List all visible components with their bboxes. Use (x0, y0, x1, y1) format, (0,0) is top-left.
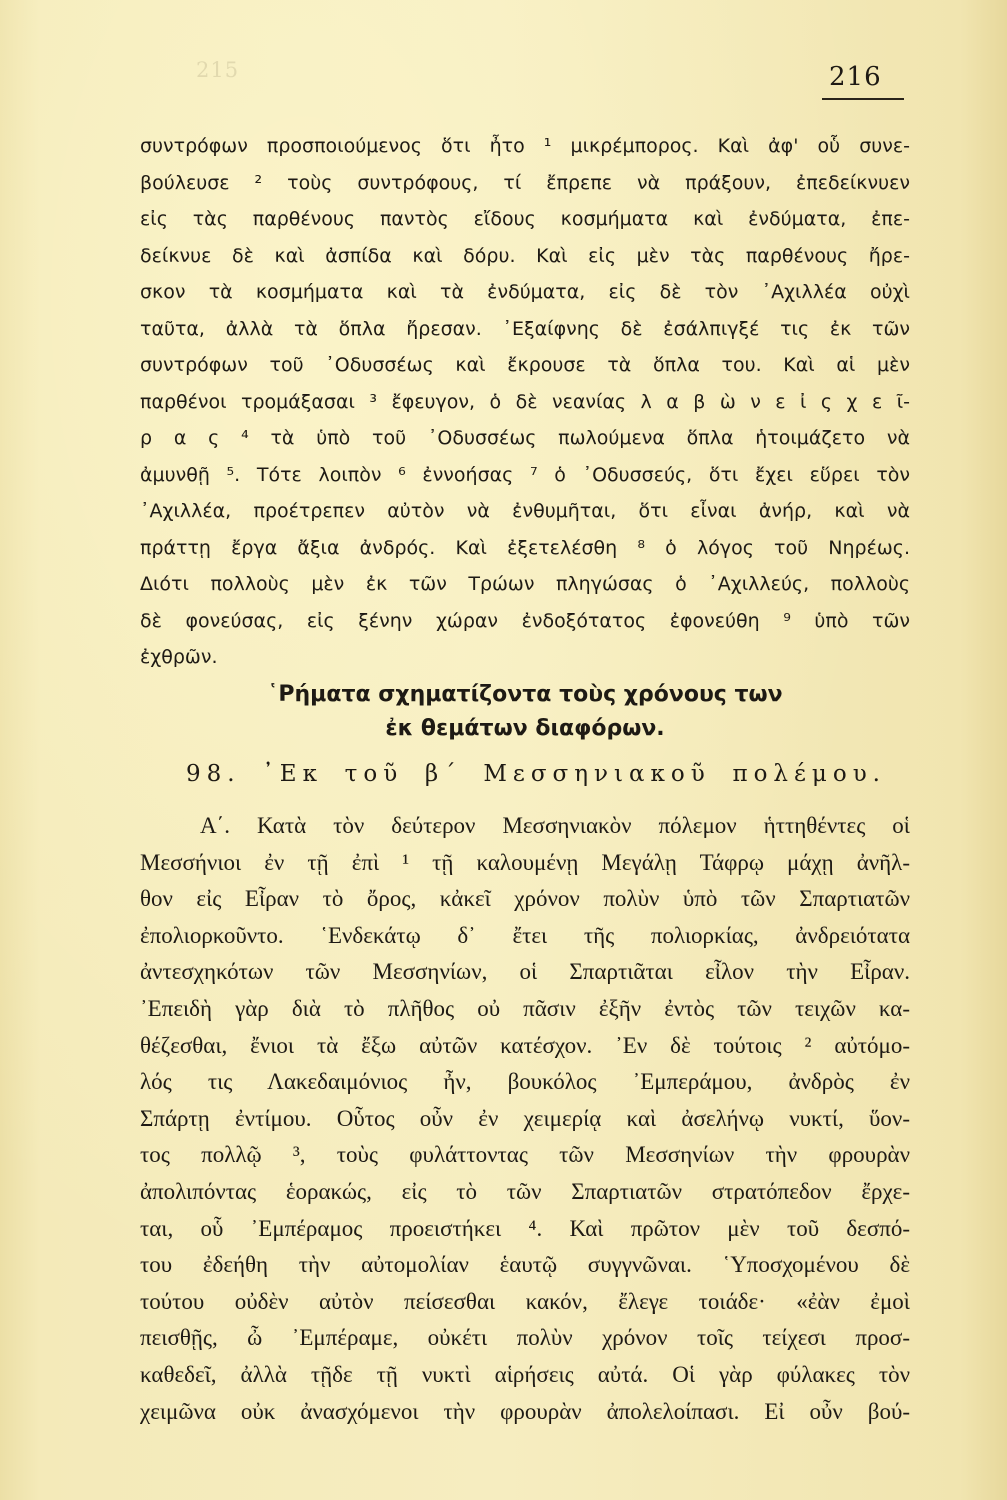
text-line: ἐχθρῶν. (140, 646, 218, 668)
text-line: συντρόφων προσποιούμενος ὅτι ἦτο ¹ μικρέμπορος. Καὶ ἀφ' οὗ συνε- (140, 135, 910, 157)
text-line: θέζεσθαι, ἔνιοι τὰ ἔξω αὐτῶν κατέσχον. ᾿Εν δὲ τούτοις ² αὐτόμο- (140, 1032, 910, 1058)
text-line: δείκνυε δὲ καὶ ἀσπίδα καὶ δόρυ. Καὶ εἰς μὲν τὰς παρθένους ἤρε- (140, 244, 910, 267)
text-line: ται, οὗ ᾿Εμπέραμος προειστήκει ⁴. Καὶ πρῶτον μὲν τοῦ δεσπό- (140, 1215, 910, 1241)
text-line: καθεδεῖ, ἀλλὰ τῇδε τῇ νυκτὶ αἱρήσεις αὐτά. Οἱ γὰρ φύλακες τὸν (140, 1361, 910, 1387)
text-line: λός τις Λακεδαιμόνιος ἦν, βουκόλος ᾿Εμπεράμου, ἀνδρὸς ἐν (140, 1069, 910, 1095)
section-heading (140, 678, 910, 746)
text-line: σκον τὰ κοσμήματα καὶ τὰ ἐνδύματα, εἰς δὲ τὸν ᾿Αχιλλέα οὐχὶ (140, 281, 910, 303)
text-line: ἐπολιορκοῦντο. ῾Ενδεκάτῳ δ᾿ ἔτει τῆς πολιορκίας, ἀνδρειότατα (140, 922, 910, 948)
text-line: ρ α ς ⁴ τὰ ὑπὸ τοῦ ᾿Οδυσσέως πωλούμενα ὅπλα ἡτοιμάζετο νὰ (140, 427, 910, 449)
text-line: ἀπολιπόντας ἑορακώς, εἰς τὸ τῶν Σπαρτιατῶν στρατόπεδον ἔρχε- (140, 1178, 910, 1204)
text-line: Μεσσήνιοι ἐν τῇ ἐπὶ ¹ τῇ καλουμένῃ Μεγάλῃ Τάφρῳ μάχῃ ἀνῆλ- (140, 849, 910, 875)
bleed-through-page-number: 215 (196, 58, 240, 82)
text-line: ταῦτα, ἀλλὰ τὰ ὅπλα ἤρεσαν. ᾿Εξαίφνης δὲ ἐσάλπιγξέ τις ἐκ τῶν (140, 317, 910, 340)
text-line: παρθένοι τρομάξασαι ³ ἔφευγον, ὁ δὲ νεανίας λ α β ὼ ν ε ἰ ς χ ε ῖ- (140, 390, 910, 413)
bottom-paragraph (140, 808, 910, 1430)
page-number: 216 (829, 62, 882, 92)
lesson-title: 98. ᾿Εκ τοῦ β΄ Μεσσηνιακοῦ πολέμου. (186, 761, 886, 787)
text-line: συντρόφων τοῦ ᾿Οδυσσέως καὶ ἔκρουσε τὰ ὅπλα του. Καὶ αἱ μὲν (140, 354, 910, 376)
heading-line-1: ῾Ρήματα σχηματίζοντα τοὺς χρόνους των (267, 682, 783, 707)
text-line: ᾿Αχιλλέα, προέτρεπεν αὐτὸν νὰ ἐνθυμῆται, ὅτι εἶναι ἀνήρ, καὶ νὰ (140, 500, 910, 522)
text-line: του ἐδεήθη τὴν αὐτομολίαν ἑαυτῷ συγγνῶναι. ῾Υποσχομένου δὲ (140, 1252, 910, 1278)
text-line: εἰς τὰς παρθένους παντὸς εἴδους κοσμήματα καὶ ἐνδύματα, ἐπε- (140, 208, 910, 230)
heading-line-2: ἐκ θεμάτων διαφόρων. (385, 716, 665, 741)
text-line: τος πολλῷ ³, τοὺς φυλάττοντας τῶν Μεσσηνίων τὴν φρουρὰν (140, 1142, 910, 1168)
text-line: δὲ φονεύσας, εἰς ξένην χώραν ἐνδοξότατος ἐφονεύθη ⁹ ὑπὸ τῶν (140, 609, 910, 632)
text-line: ἀντεσχηκότων τῶν Μεσσηνίων, οἱ Σπαρτιᾶται εἶλον τὴν Εἶραν. (140, 959, 910, 985)
page-number-rule (822, 98, 904, 100)
text-line: χειμῶνα οὐκ ἀνασχόμενοι τὴν φρουρὰν ἀπολελοίπασι. Εἰ οὖν βού- (140, 1398, 910, 1424)
top-paragraph (140, 128, 910, 676)
text-line: πεισθῇς, ὦ ᾿Εμπέραμε, οὐκέτι πολὺν χρόνον τοῖς τείχεσι προσ- (140, 1325, 910, 1351)
text-line: θον εἰς Εἶραν τὸ ὄρος, κἀκεῖ χρόνον πολὺν ὑπὸ τῶν Σπαρτιατῶν (140, 886, 910, 912)
text-line: Α΄. Κατὰ τὸν δεύτερον Μεσσηνιακὸν πόλεμον ἡττηθέντες οἱ (200, 813, 910, 838)
text-line: πράττῃ ἔργα ἄξια ἀνδρός. Καὶ ἐξετελέσθη ⁸ ὁ λόγος τοῦ Νηρέως. (140, 536, 910, 559)
text-line: Διότι πολλοὺς μὲν ἐκ τῶν Τρώων πληγώσας ὁ ᾿Αχιλλεύς, πολλοὺς (140, 573, 910, 595)
text-line: Σπάρτῃ ἐντίμου. Οὗτος οὖν ἐν χειμερίᾳ καὶ ἀσελήνῳ νυκτί, ὕον- (140, 1105, 910, 1131)
text-line: ᾿Επειδὴ γὰρ διὰ τὸ πλῆθος οὐ πᾶσιν ἐξῆν ἐντὸς τῶν τειχῶν κα- (140, 995, 910, 1021)
text-line: ἀμυνθῇ ⁵. Τότε λοιπὸν ⁶ ἐννοήσας ⁷ ὁ ᾿Οδυσσεύς, ὅτι ἔχει εὕρει τὸν (140, 463, 910, 486)
text-line: βούλευσε ² τοὺς συντρόφους, τί ἔπρεπε νὰ πράξουν, ἐπεδείκνυεν (140, 171, 910, 194)
text-line: τούτου οὐδὲν αὐτὸν πείσεσθαι κακόν, ἔλεγε τοιάδε· «ἐὰν ἐμοὶ (140, 1288, 910, 1314)
